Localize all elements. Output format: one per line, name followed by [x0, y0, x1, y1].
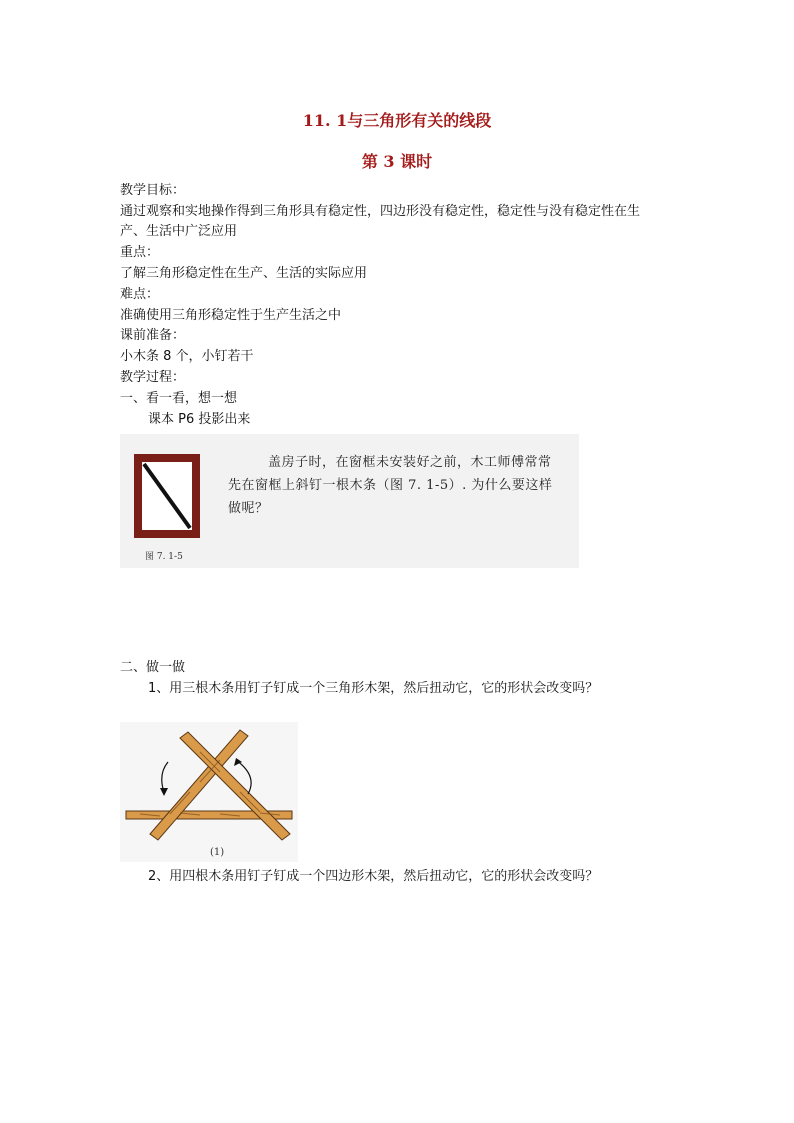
process-label: 教学过程：: [120, 370, 186, 385]
window-frame-illustration: [132, 452, 202, 540]
section-2-title: 二、做一做: [120, 660, 186, 675]
figure-1-text-line-2: 先在窗框上斜钉一根木条（图 7. 1-5）. 为什么要这样: [228, 478, 553, 493]
difficulty-text: 准确使用三角形稳定性于生产生活之中: [120, 308, 342, 323]
item-1-text: 1、用三根木条用钉子钉成一个三角形木架，然后扭动它，它的形状会改变吗？: [148, 681, 599, 696]
section-1-text: 课本 P6 投影出来: [148, 412, 251, 427]
document-title: 11. 1与三角形有关的线段: [302, 111, 492, 130]
preparation-label: 课前准备：: [120, 328, 186, 343]
figure-1-text-line-1: 盖房子时，在窗框未安装好之前，木工师傅常常: [268, 455, 552, 470]
objective-line-1: 通过观察和实地操作得到三角形具有稳定性，四边形没有稳定性，稳定性与没有稳定性在生: [120, 204, 641, 219]
section-1-title: 一、看一看，想一想: [120, 391, 238, 406]
key-point-label: 重点：: [120, 245, 160, 260]
window-frame-figure: [120, 434, 579, 568]
figure-1-text-line-3: 做呢？: [228, 501, 269, 516]
figure-2-label: (1): [210, 847, 225, 858]
item-2-text: 2、用四根木条用钉子钉成一个四边形木架，然后扭动它，它的形状会改变吗？: [148, 869, 599, 884]
key-point-text: 了解三角形稳定性在生产、生活的实际应用: [120, 266, 368, 281]
triangle-sticks-figure: [120, 722, 298, 862]
document-subtitle: 第 3 课时: [361, 152, 433, 171]
difficulty-label: 难点：: [120, 287, 160, 302]
preparation-text: 小木条 8 个，小钉若干: [120, 349, 254, 364]
objective-label: 教学目标：: [120, 183, 186, 198]
triangle-sticks-illustration: [120, 722, 298, 862]
figure-1-label: 图 7. 1-5: [145, 552, 183, 562]
objective-line-2: 产、生活中广泛应用: [120, 224, 238, 239]
